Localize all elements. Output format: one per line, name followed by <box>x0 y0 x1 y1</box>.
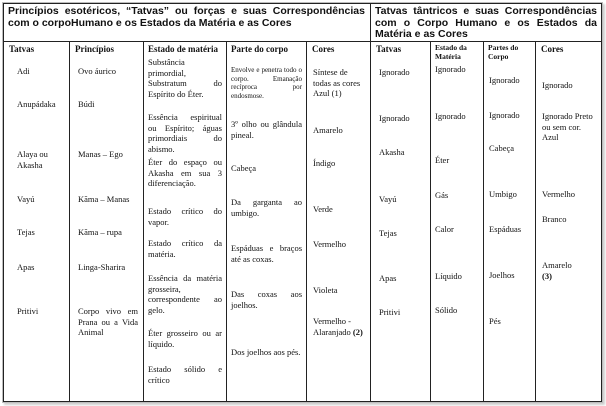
col-line <box>226 41 227 401</box>
header-tatvas-right: Tatvas <box>376 44 402 54</box>
col-line <box>69 41 70 401</box>
header-tatvas: Tatvas <box>9 44 35 54</box>
table-cell: Manas – Ego <box>78 149 123 159</box>
header-parte-corpo: Parte do corpo <box>231 44 288 54</box>
table-cell: Amarelo <box>542 260 572 270</box>
table-cell: Essência da matéria grosseira, correspondente ao gelo. <box>148 273 222 315</box>
header-cores: Cores <box>312 44 335 54</box>
table-cell <box>313 316 369 337</box>
table-cell: Ignorado <box>435 64 466 74</box>
col-line <box>535 41 536 401</box>
table-cell: Vermelho <box>542 189 576 199</box>
table-cell: Ignorado Preto ou sem cor. Azul <box>542 111 593 142</box>
border-right <box>601 3 602 402</box>
table-cell: Substância primordial, Substratum do Espírito do Éter. <box>148 57 222 99</box>
table-cell: Cabeça <box>231 163 257 173</box>
col-line <box>306 41 307 401</box>
table-cell: Calor <box>435 224 454 234</box>
table-cell: Joelhos <box>489 270 515 280</box>
left-table-title: Princípios esotéricos, “Tatvas” ou forças e suas Correspondências com o corpoHumano e os Estados da Matéria e as Cores <box>8 5 365 29</box>
table-cell: Búdi <box>78 99 95 109</box>
col-line <box>430 41 431 401</box>
table-cell: Vayú <box>17 194 35 204</box>
table-cell: Estado crítico do vapor. <box>148 206 222 227</box>
table-cell: Da garganta ao umbigo. <box>231 197 302 218</box>
table-cell: Dos joelhos aos pés. <box>231 347 301 357</box>
table-cell: Linga-Sharira <box>78 262 126 272</box>
table-cell: Umbigo <box>489 189 517 199</box>
table-cell: Ignorado <box>379 67 410 77</box>
correspondence-tables <box>3 3 602 402</box>
table-cell: Éter <box>435 155 450 165</box>
footnote-marker: (2) <box>352 326 363 337</box>
border-bottom <box>3 401 602 402</box>
border-top <box>3 3 602 4</box>
table-cell: Apas <box>379 273 397 283</box>
table-cell: Pés <box>489 316 501 326</box>
table-cell: Anupádaka <box>17 99 56 109</box>
table-cell <box>542 271 552 282</box>
table-cell: Alaya ou Akasha <box>17 149 48 170</box>
table-cell: Gás <box>435 190 449 200</box>
table-cell: Vayú <box>379 194 397 204</box>
table-cell: Violeta <box>313 285 338 295</box>
header-cores-right: Cores <box>541 44 564 54</box>
cell-text: Vermelho - Alaranjado <box>313 316 352 337</box>
header-estado-materia: Estado de matéria <box>148 44 218 54</box>
table-cell: Envolve e penetra todo o corpo. Emanação recíproca por endosmose. <box>231 66 302 100</box>
table-cell: Ignorado <box>379 113 410 123</box>
col-line <box>143 41 144 401</box>
table-cell: Sólido <box>435 305 458 315</box>
table-cell: Tejas <box>17 227 35 237</box>
col-line <box>483 41 484 401</box>
table-cell: Branco <box>542 214 567 224</box>
table-cell: Verde <box>313 204 333 214</box>
header-rule <box>3 41 602 42</box>
header-principios: Princípios <box>75 44 115 54</box>
table-cell: Essência espiritual ou Espírito; águas primordiais do abismo. <box>148 112 222 154</box>
table-cell: Ignorado <box>542 80 573 90</box>
table-cell: 3º olho ou glândula pineal. <box>231 119 302 140</box>
document-frame <box>2 2 603 403</box>
table-cell: Amarelo <box>313 125 343 135</box>
table-cell: Ovo áurico <box>78 66 117 76</box>
header-estado-right: Estado da Matéria <box>435 43 467 61</box>
table-cell: Kãma – Manas <box>78 194 130 204</box>
table-cell: Corpo vivo em Prana ou a Vida Animal <box>78 306 138 337</box>
table-cell: Índigo <box>313 158 336 168</box>
table-cell: Ignorado <box>489 75 520 85</box>
header-partes-right: Partes do Corpo <box>488 43 519 61</box>
table-cell: Das coxas aos joelhos. <box>231 289 302 310</box>
table-cell: Estado sólido e crítico <box>148 364 222 385</box>
table-cell: Éter grosseiro ou ar líquido. <box>148 328 222 349</box>
table-cell: Pritivi <box>17 306 39 316</box>
table-cell: Espáduas <box>489 224 522 234</box>
table-cell: Ignorado <box>435 111 466 121</box>
table-cell: Cabeça <box>489 143 515 153</box>
table-cell: Vermelho <box>313 239 347 249</box>
table-divider <box>370 3 371 402</box>
table-cell: Ignorado <box>489 110 520 120</box>
table-cell: Tejas <box>379 228 397 238</box>
table-cell: Akasha <box>379 147 405 157</box>
table-cell: Adi <box>17 66 30 76</box>
table-cell: Kãma – rupa <box>78 227 122 237</box>
footnote-marker: (3) <box>542 271 552 281</box>
table-cell: Líquido <box>435 271 462 281</box>
border-left <box>3 3 4 402</box>
table-cell: Estado crítico da matéria. <box>148 238 222 259</box>
table-cell: Apas <box>17 262 35 272</box>
table-cell: Éter do espaço ou Akasha em sua 3 diferenciação. <box>148 157 222 188</box>
right-table-title: Tatvas tântricos e suas Correspondências com o Corpo Humano e os Estados da Matéria e as Cores <box>375 5 597 40</box>
table-cell: Síntese de todas as cores Azul (1) <box>313 67 361 98</box>
table-cell: Espáduas e braços até as coxas. <box>231 243 302 264</box>
table-cell: Pritivi <box>379 307 401 317</box>
